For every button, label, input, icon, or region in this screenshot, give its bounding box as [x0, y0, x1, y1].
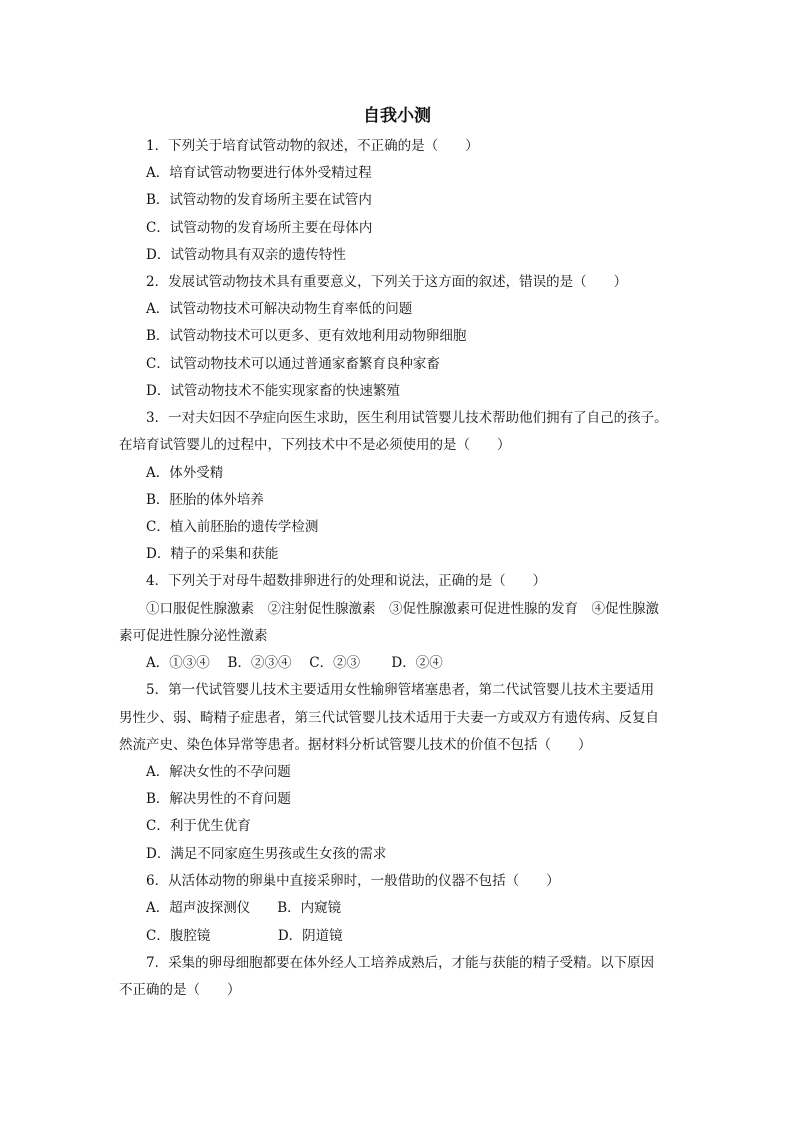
question-5-option-a: A．解决女性的不孕问题 — [146, 764, 291, 780]
question-4-statements-line-1: ①口服促性腺激素 ②注射促性腺激素 ③促性腺激素可促进性腺的发育 ④促性腺激 — [146, 601, 659, 617]
question-5-option-b: B．解决男性的不育问题 — [146, 791, 291, 807]
question-3-option-d: D．精子的采集和获能 — [146, 546, 279, 562]
question-5-option-d: D．满足不同家庭生男孩或生女孩的需求 — [146, 846, 387, 862]
question-4-stem: 4．下列关于对母牛超数排卵进行的处理和说法，正确的是（ ） — [146, 573, 547, 589]
question-6-options-ab: A．超声波探测仪 B．内窥镜 — [146, 900, 342, 916]
question-2-option-d: D．试管动物技术不能实现家畜的快速繁殖 — [146, 383, 400, 399]
question-2-option-a: A．试管动物技术可解决动物生育率低的问题 — [146, 301, 413, 317]
question-7-stem-line-2: 不正确的是（ ） — [119, 982, 241, 998]
question-3-stem-line-2: 在培育试管婴儿的过程中，下列技术中不是必须使用的是（ ） — [119, 437, 511, 453]
question-7-stem-line-1: 7．采集的卵母细胞都要在体外经人工培养成熟后，才能与获能的精子受精。以下原因 — [146, 955, 655, 971]
question-3-option-a: A．体外受精 — [146, 465, 224, 481]
question-5-option-c: C．利于优生优育 — [146, 818, 251, 834]
question-1-option-b: B．试管动物的发育场所主要在试管内 — [146, 192, 372, 208]
question-4-statements-line-2: 素可促进性腺分泌性激素 — [119, 628, 268, 644]
page-title: 自我小测 — [363, 106, 431, 126]
question-6-options-cd: C．腹腔镜 D．阴道镜 — [146, 928, 343, 944]
question-1-option-c: C．试管动物的发育场所主要在母体内 — [146, 220, 373, 236]
question-3-option-c: C．植入前胚胎的遗传学检测 — [146, 519, 319, 535]
question-3-stem-line-1: 3．一对夫妇因不孕症向医生求助，医生利用试管婴儿技术帮助他们拥有了自己的孩子。 — [146, 410, 668, 426]
question-5-stem-line-3: 然流产史、染色体异常等患者。据材料分析试管婴儿技术的价值不包括（ ） — [119, 737, 592, 753]
question-6-stem: 6．从活体动物的卵巢中直接采卵时，一般借助的仪器不包括（ ） — [146, 873, 560, 889]
question-5-stem-line-2: 男性少、弱、畸精子症患者，第三代试管婴儿技术适用于夫妻一方或双方有遗传病、反复自 — [119, 710, 659, 726]
question-2-stem: 2．发展试管动物技术具有重要意义，下列关于这方面的叙述，错误的是（ ） — [146, 274, 628, 290]
question-2-option-c: C．试管动物技术可以通过普通家畜繁育良种家畜 — [146, 356, 440, 372]
question-4-options: A．①③④ B．②③④ C．②③ D．②④ — [146, 655, 443, 671]
question-1-option-d: D．试管动物具有双亲的遗传特性 — [146, 247, 346, 263]
question-1-option-a: A．培育试管动物要进行体外受精过程 — [146, 165, 372, 181]
question-3-option-b: B．胚胎的体外培养 — [146, 492, 264, 508]
question-1-stem: 1．下列关于培育试管动物的叙述，不正确的是（ ） — [146, 138, 479, 154]
question-2-option-b: B．试管动物技术可以更多、更有效地利用动物卵细胞 — [146, 328, 467, 344]
question-5-stem-line-1: 5．第一代试管婴儿技术主要适用女性输卵管堵塞患者，第二代试管婴儿技术主要适用 — [146, 682, 655, 698]
